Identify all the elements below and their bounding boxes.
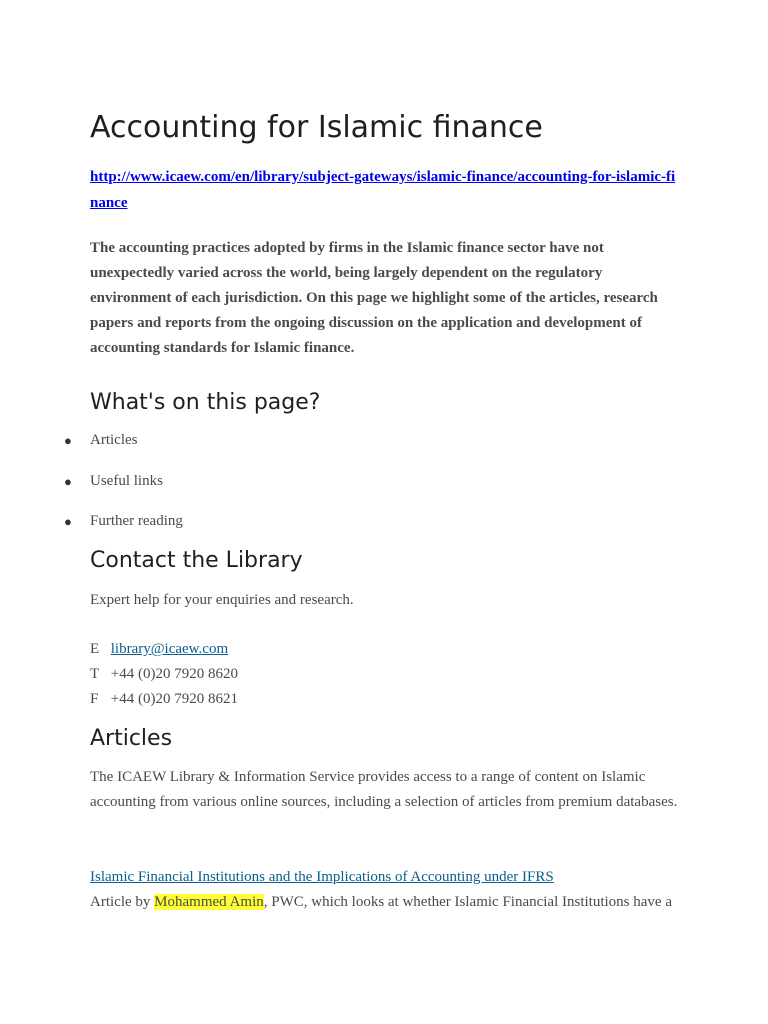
byline-prefix: Article by <box>90 894 155 910</box>
page-title: Accounting for Islamic finance <box>90 110 543 145</box>
source-url-link[interactable]: http://www.icaew.com/en/library/subject-gateways/islamic-finance/accounting-for-islamic-finance <box>90 169 676 211</box>
phone-label: T <box>90 666 100 682</box>
bullet-icon: ● <box>64 514 72 529</box>
bullet-icon: ● <box>64 433 72 448</box>
toc-item-label: Articles <box>90 432 138 448</box>
fax-label: F <box>90 691 99 707</box>
intro-paragraph: The accounting practices adopted by firms in the Islamic finance sector have not unexpectedly varied across the world, being largely dependent on the regulatory environment of each jurisdiction. On this page we highlight some of the articles, research papers and reports from the ongoing discussion on the application and development of accounting standards for Islamic finance. <box>90 240 658 356</box>
articles-description: The ICAEW Library & Information Service provides access to a range of content on Islamic accounting from various online sources, including a selection of articles from premium databases. <box>90 769 678 810</box>
byline-suffix: , PWC, which looks at whether Islamic Financial Institutions have a <box>263 894 672 910</box>
article-link-ifrs[interactable]: Islamic Financial Institutions and the Implications of Accounting under IFRS <box>90 869 554 885</box>
toc-item-label: Useful links <box>90 472 163 489</box>
contact-heading: Contact the Library <box>90 548 303 573</box>
article-byline <box>90 890 672 915</box>
articles-heading: Articles <box>90 726 173 751</box>
author-highlight: Mohammed Amin <box>154 894 264 910</box>
toc-item-further-reading[interactable] <box>0 509 500 550</box>
bullet-icon: ● <box>64 473 72 489</box>
email-link[interactable]: library@icaew.com <box>110 641 229 657</box>
toc-item-articles[interactable] <box>0 428 500 469</box>
contact-email-line <box>90 637 228 662</box>
contact-phone-line <box>90 662 238 687</box>
toc-item-label: Further reading <box>90 513 183 529</box>
email-label: E <box>90 641 100 657</box>
toc-heading: What's on this page? <box>90 390 321 415</box>
toc-item-useful-links[interactable] <box>0 469 500 510</box>
phone-number: +44 (0)20 7920 8620 <box>110 666 238 682</box>
contact-fax-line <box>90 687 238 712</box>
toc-list <box>0 428 500 550</box>
fax-number: +44 (0)20 7920 8621 <box>110 691 238 707</box>
contact-subtitle: Expert help for your enquiries and research. <box>90 592 354 608</box>
